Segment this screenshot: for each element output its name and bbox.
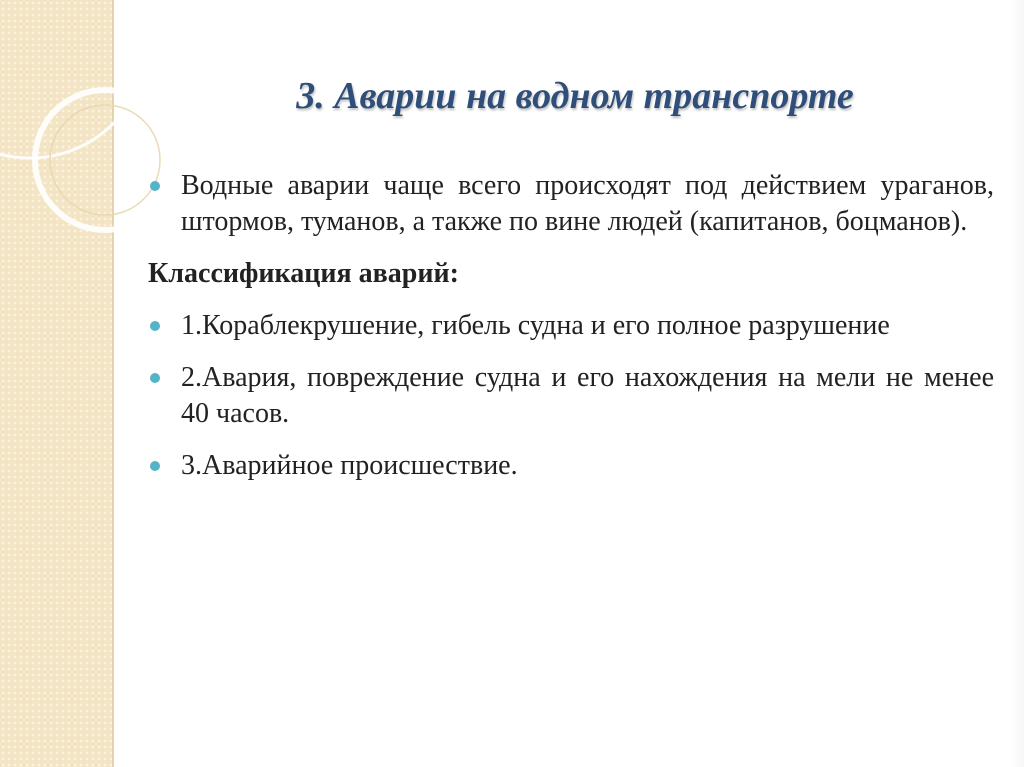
deco-circle-large — [0, 0, 148, 158]
classification-item — [148, 360, 994, 432]
classification-item — [148, 448, 994, 484]
intro-bullet — [148, 168, 994, 240]
slide-title: 3. Аварии на водном транспорте — [296, 75, 854, 117]
right-edge-shadow — [1010, 0, 1024, 767]
bullet-dot-icon — [150, 461, 160, 471]
classification-heading: Классификация аварий: — [148, 258, 459, 289]
decorative-circles — [0, 0, 130, 260]
bullet-dot-icon — [150, 181, 160, 191]
classification-item — [148, 308, 994, 344]
classification-item-text: 2.Авария, повреждение судна и его нахождения на мели не менее 40 часов. — [181, 362, 994, 429]
classification-item-text: 3.Аварийное происшествие. — [181, 450, 518, 481]
slide-content — [148, 168, 994, 500]
deco-circle-inner — [50, 105, 160, 215]
bullet-dot-icon — [150, 321, 160, 331]
intro-text: Водные аварии чаще всего происходят под действием ураганов, штормов, туманов, а также по вине людей (капитанов, боцманов). — [181, 170, 994, 237]
bullet-dot-icon — [150, 373, 160, 383]
classification-item-text: 1.Кораблекрушение, гибель судна и его полное разрушение — [181, 310, 890, 341]
